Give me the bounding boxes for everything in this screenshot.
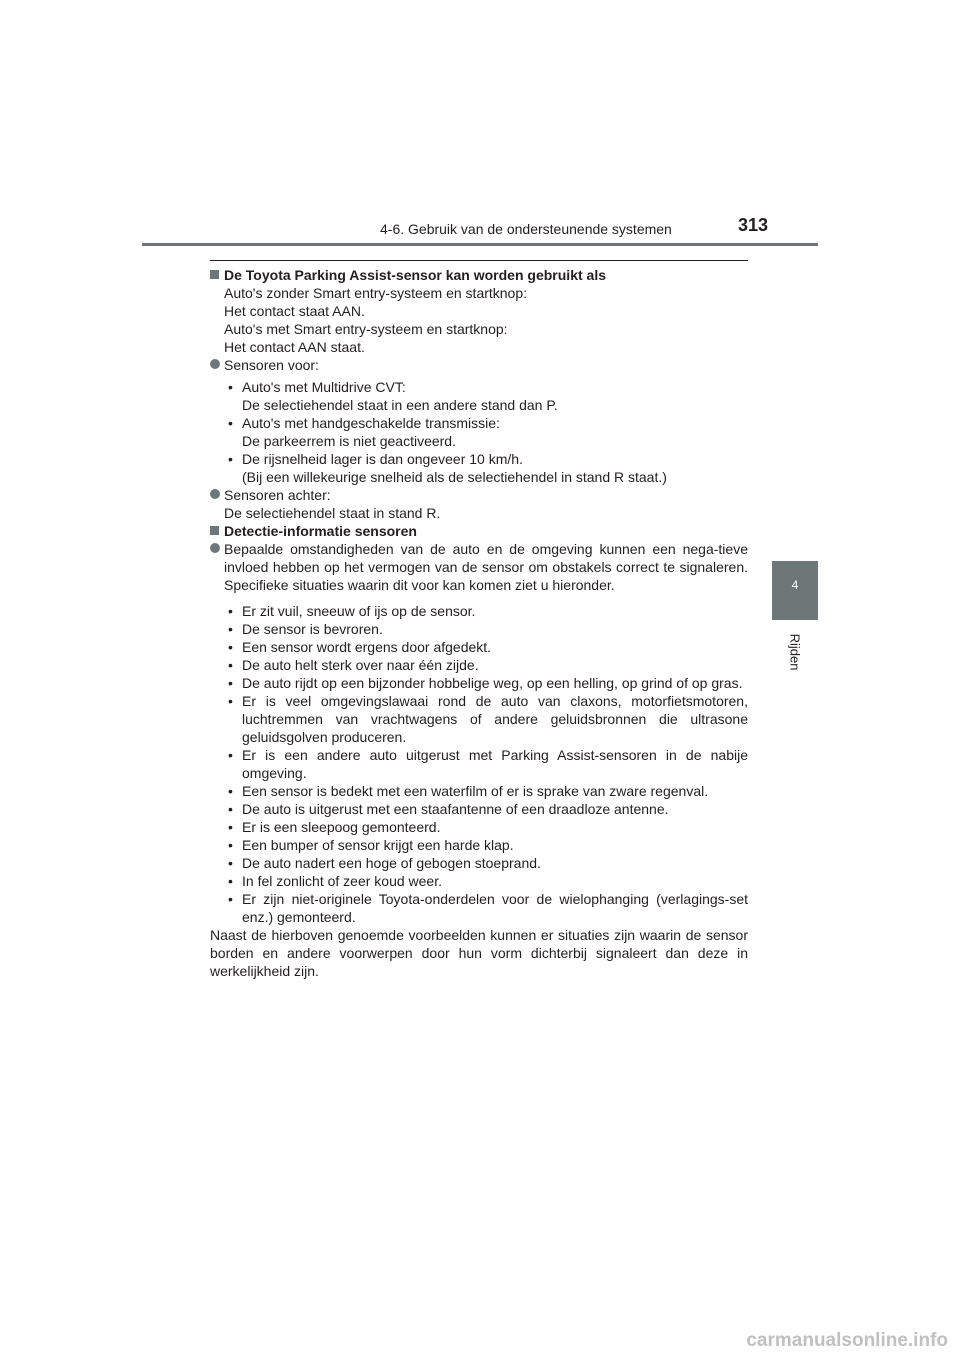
- list-item: [242, 378, 748, 414]
- paragraph-line: De selectiehendel staat in stand R.: [224, 505, 441, 521]
- section-divider: [210, 260, 748, 261]
- list-item: • De auto helt sterk over naar één zijde.: [242, 656, 748, 674]
- page-content: [210, 266, 748, 980]
- closing-paragraph: Naast de hierboven genoemde voorbeelden kunnen er situaties zijn waarin de sensor borden en andere voorwerpen door hun vorm dichterbij signaleert dan deze in werkelijkheid zijn.: [210, 927, 748, 979]
- list-item-line: De rijsnelheid lager is dan ongeveer 10 km/h.: [242, 451, 523, 467]
- paragraph: [210, 320, 748, 356]
- section-title: 4-6. Gebruik van de ondersteunende systemen: [380, 221, 672, 237]
- list-item: • Er zit vuil, sneeuw of ijs op de sensor.: [242, 602, 748, 620]
- list-item: • De sensor is bevroren.: [242, 620, 748, 638]
- list-item: • Er is een sleepoog gemonteerd.: [242, 818, 748, 836]
- list-item: [242, 414, 748, 450]
- list-item: [242, 450, 748, 486]
- list-item: • Er is een andere auto uitgerust met Parking Assist-sensoren in de nabije omgeving.: [242, 746, 748, 782]
- list-item-line: Auto's met Multidrive CVT:: [242, 379, 406, 395]
- heading-parking-assist: De Toyota Parking Assist-sensor kan worden gebruikt als: [210, 266, 748, 284]
- list-item: • In fel zonlicht of zeer koud weer.: [242, 872, 748, 890]
- heading-detection-info: Detectie-informatie sensoren: [210, 522, 748, 540]
- chapter-label-text: Rijden: [787, 633, 803, 671]
- paragraph-line: Auto's met Smart entry-systeem en startknop:: [224, 321, 508, 337]
- rear-sensors-label: [210, 486, 748, 522]
- chapter-tab: [772, 561, 818, 620]
- paragraph-line: Het contact AAN staat.: [224, 339, 365, 355]
- detection-intro: Bepaalde omstandigheden van de auto en de omgeving kunnen een nega-tieve invloed hebben op het vermogen van de sensor om obstakels correct te signaleren. Specifieke situaties waarin dit voor kan komen ziet u hieronder.: [210, 540, 748, 594]
- list-item: • Een sensor is bedekt met een waterfilm of er is sprake van zware regenval.: [242, 782, 748, 800]
- detection-list: [210, 602, 748, 926]
- front-sensor-list: [210, 378, 748, 486]
- chapter-label: [787, 630, 803, 674]
- paragraph-line: Auto's zonder Smart entry-systeem en startknop:: [224, 285, 528, 301]
- watermark: carmanualsonline.info: [746, 1330, 948, 1351]
- list-item: • De auto nadert een hoge of gebogen stoeprand.: [242, 854, 748, 872]
- header-divider: [142, 243, 818, 246]
- list-item-line: Auto's met handgeschakelde transmissie:: [242, 415, 500, 431]
- list-item: • Een sensor wordt ergens door afgedekt.: [242, 638, 748, 656]
- list-item-line: De parkeerrem is niet geactiveerd.: [242, 433, 456, 449]
- list-item: • Er zijn niet-originele Toyota-onderdelen voor de wielophanging (verlagings-set enz.) gemonteerd.: [242, 890, 748, 926]
- list-item-line: (Bij een willekeurige snelheid als de selectiehendel in stand R staat.): [242, 469, 667, 485]
- chapter-number: 4: [791, 578, 799, 592]
- front-sensors-label: Sensoren voor:: [210, 356, 748, 374]
- list-item: • De auto rijdt op een bijzonder hobbelige weg, op een helling, op grind of op gras.: [242, 674, 748, 692]
- paragraph-line: Sensoren achter:: [224, 487, 331, 503]
- list-item: • Een bumper of sensor krijgt een harde klap.: [242, 836, 748, 854]
- list-item-line: De selectiehendel staat in een andere stand dan P.: [242, 397, 558, 413]
- page-number: 313: [738, 215, 769, 235]
- list-item: • De auto is uitgerust met een staafantenne of een draadloze antenne.: [242, 800, 748, 818]
- paragraph-line: Het contact staat AAN.: [224, 303, 365, 319]
- list-item: • Er is veel omgevingslawaai rond de auto van claxons, motorfietsmotoren, luchtremmen van vrachtwagens of andere geluidsbronnen die ultrasone geluidsgolven produceren.: [242, 692, 748, 746]
- paragraph: [210, 284, 748, 320]
